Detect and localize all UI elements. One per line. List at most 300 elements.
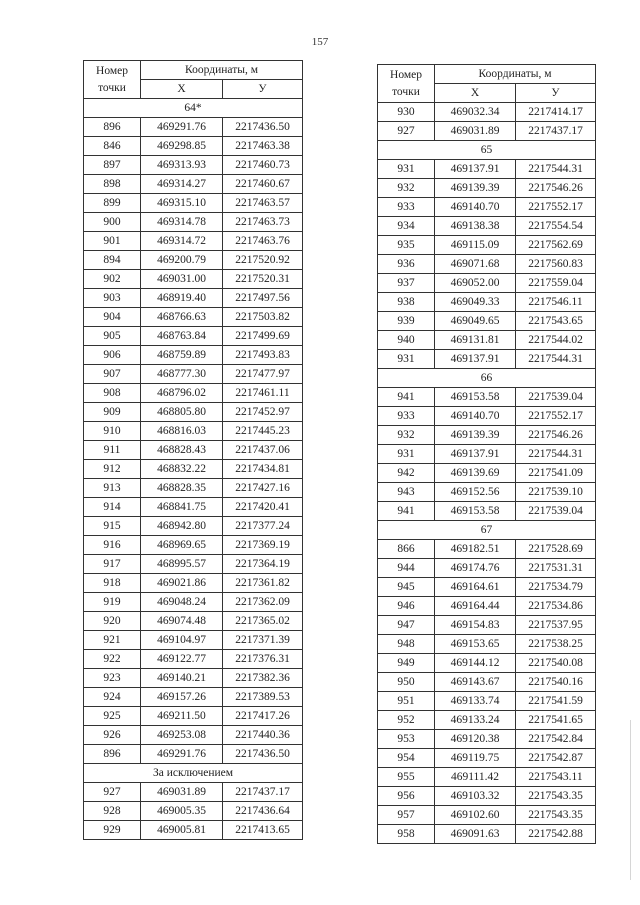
point-number-cell: 904 <box>84 308 141 327</box>
y-coordinate-cell: 2217542.88 <box>516 825 596 844</box>
section-label: 66 <box>378 369 596 388</box>
point-number-cell: 941 <box>378 502 435 521</box>
y-coordinate-cell: 2217497.56 <box>223 289 303 308</box>
point-number-cell: 901 <box>84 232 141 251</box>
point-number-cell: 899 <box>84 194 141 213</box>
table-row <box>378 217 596 236</box>
x-coordinate-cell: 469140.70 <box>435 407 516 426</box>
y-coordinate-cell: 2217543.35 <box>516 806 596 825</box>
table-row <box>84 612 303 631</box>
section-row <box>84 99 303 118</box>
y-coordinate-cell: 2217544.31 <box>516 160 596 179</box>
y-coordinate-cell: 2217534.86 <box>516 597 596 616</box>
point-number-header-line1: Номер <box>390 68 422 81</box>
y-coordinate-cell: 2217554.54 <box>516 217 596 236</box>
table-header-row <box>378 65 596 84</box>
x-coordinate-cell: 468766.63 <box>141 308 223 327</box>
y-coordinate-cell: 2217543.35 <box>516 787 596 806</box>
y-coordinate-cell: 2217436.50 <box>223 118 303 137</box>
point-number-cell: 956 <box>378 787 435 806</box>
table-row <box>84 536 303 555</box>
point-number-cell: 933 <box>378 198 435 217</box>
x-coordinate-cell: 469137.91 <box>435 350 516 369</box>
point-number-cell: 921 <box>84 631 141 650</box>
table-row <box>84 384 303 403</box>
x-coordinate-cell: 469182.51 <box>435 540 516 559</box>
point-number-cell: 911 <box>84 441 141 460</box>
x-coordinate-cell: 468777.30 <box>141 365 223 384</box>
point-number-cell: 866 <box>378 540 435 559</box>
table-row <box>378 388 596 407</box>
table-row <box>84 213 303 232</box>
table-row <box>378 673 596 692</box>
y-coordinate-cell: 2217531.31 <box>516 559 596 578</box>
x-coordinate-cell: 468805.80 <box>141 403 223 422</box>
table-row <box>84 669 303 688</box>
table-row <box>378 445 596 464</box>
x-coordinate-cell: 469314.78 <box>141 213 223 232</box>
point-number-cell: 935 <box>378 236 435 255</box>
coordinates-table-right <box>377 64 596 844</box>
x-coordinate-cell: 469032.34 <box>435 103 516 122</box>
x-coordinate-cell: 469314.72 <box>141 232 223 251</box>
table-row <box>378 825 596 844</box>
y-coordinate-cell: 2217427.16 <box>223 479 303 498</box>
section-row <box>378 521 596 540</box>
point-number-header-line2: точки <box>98 81 126 94</box>
table-row <box>378 540 596 559</box>
point-number-cell: 907 <box>84 365 141 384</box>
point-number-cell: 900 <box>84 213 141 232</box>
y-coordinate-cell: 2217463.38 <box>223 137 303 156</box>
x-coordinate-cell: 468828.35 <box>141 479 223 498</box>
x-coordinate-cell: 469049.65 <box>435 312 516 331</box>
table-row <box>378 787 596 806</box>
table-row <box>84 441 303 460</box>
x-coordinate-cell: 469115.09 <box>435 236 516 255</box>
x-coordinate-cell: 469071.68 <box>435 255 516 274</box>
point-number-cell: 929 <box>84 821 141 840</box>
table-row <box>84 156 303 175</box>
table-row <box>378 483 596 502</box>
table-row <box>84 175 303 194</box>
table-row <box>84 232 303 251</box>
point-number-cell: 928 <box>84 802 141 821</box>
x-coordinate-cell: 469091.63 <box>435 825 516 844</box>
table-row <box>84 365 303 384</box>
point-number-cell: 925 <box>84 707 141 726</box>
point-number-cell: 917 <box>84 555 141 574</box>
point-number-cell: 894 <box>84 251 141 270</box>
point-number-cell: 896 <box>84 745 141 764</box>
point-number-cell: 919 <box>84 593 141 612</box>
y-coordinate-cell: 2217534.79 <box>516 578 596 597</box>
point-number-header-line1: Номер <box>96 64 128 77</box>
point-number-cell: 943 <box>378 483 435 502</box>
table-header-row <box>84 61 303 80</box>
point-number-cell: 897 <box>84 156 141 175</box>
x-coordinate-cell: 469164.61 <box>435 578 516 597</box>
point-number-cell: 898 <box>84 175 141 194</box>
x-coordinate-cell: 469313.93 <box>141 156 223 175</box>
point-number-cell: 945 <box>378 578 435 597</box>
y-coordinate-cell: 2217377.24 <box>223 517 303 536</box>
point-number-cell: 933 <box>378 407 435 426</box>
x-coordinate-cell: 469174.76 <box>435 559 516 578</box>
table-row <box>378 711 596 730</box>
y-coordinate-cell: 2217552.17 <box>516 198 596 217</box>
y-coordinate-cell: 2217389.53 <box>223 688 303 707</box>
y-coordinate-cell: 2217538.25 <box>516 635 596 654</box>
section-row <box>378 369 596 388</box>
x-coordinate-cell: 469137.91 <box>435 445 516 464</box>
point-number-cell: 948 <box>378 635 435 654</box>
table-row <box>84 308 303 327</box>
x-coordinate-cell: 469211.50 <box>141 707 223 726</box>
x-coordinate-cell: 469048.24 <box>141 593 223 612</box>
section-label: За исключением <box>84 764 303 783</box>
table-row <box>378 635 596 654</box>
point-number-cell: 931 <box>378 445 435 464</box>
y-coordinate-cell: 2217559.04 <box>516 274 596 293</box>
x-coordinate-cell: 469102.60 <box>435 806 516 825</box>
x-coordinate-cell: 469152.56 <box>435 483 516 502</box>
y-coordinate-cell: 2217463.73 <box>223 213 303 232</box>
point-number-cell: 954 <box>378 749 435 768</box>
point-number-cell: 906 <box>84 346 141 365</box>
y-coordinate-cell: 2217452.97 <box>223 403 303 422</box>
x-coordinate-cell: 469253.08 <box>141 726 223 745</box>
point-number-header <box>84 61 141 99</box>
x-coordinate-cell: 469200.79 <box>141 251 223 270</box>
point-number-cell: 927 <box>84 783 141 802</box>
x-coordinate-cell: 469074.48 <box>141 612 223 631</box>
table-row <box>378 749 596 768</box>
table-row <box>84 460 303 479</box>
table-row <box>378 578 596 597</box>
point-number-cell: 923 <box>84 669 141 688</box>
table-row <box>378 806 596 825</box>
point-number-cell: 896 <box>84 118 141 137</box>
y-coordinate-cell: 2217376.31 <box>223 650 303 669</box>
y-coordinate-cell: 2217440.36 <box>223 726 303 745</box>
y-coordinate-cell: 2217460.67 <box>223 175 303 194</box>
y-coordinate-cell: 2217544.31 <box>516 445 596 464</box>
table-row <box>84 783 303 802</box>
x-coordinate-cell: 468995.57 <box>141 555 223 574</box>
section-row <box>84 764 303 783</box>
table-row <box>378 616 596 635</box>
y-coordinate-cell: 2217437.17 <box>223 783 303 802</box>
table-row <box>84 821 303 840</box>
point-number-cell: 927 <box>378 122 435 141</box>
x-coordinate-cell: 469031.00 <box>141 270 223 289</box>
point-number-cell: 932 <box>378 179 435 198</box>
table-row <box>84 403 303 422</box>
point-number-cell: 951 <box>378 692 435 711</box>
y-coordinate-cell: 2217540.16 <box>516 673 596 692</box>
x-coordinate-cell: 469049.33 <box>435 293 516 312</box>
x-coordinate-cell: 469052.00 <box>435 274 516 293</box>
table-row <box>84 726 303 745</box>
point-number-cell: 908 <box>84 384 141 403</box>
point-number-cell: 920 <box>84 612 141 631</box>
x-coordinate-cell: 469133.24 <box>435 711 516 730</box>
x-coordinate-cell: 468796.02 <box>141 384 223 403</box>
x-coordinate-cell: 469119.75 <box>435 749 516 768</box>
table-row <box>84 346 303 365</box>
table-row <box>378 597 596 616</box>
y-coordinate-cell: 2217477.97 <box>223 365 303 384</box>
y-coordinate-cell: 2217528.69 <box>516 540 596 559</box>
y-coordinate-cell: 2217562.69 <box>516 236 596 255</box>
point-number-cell: 944 <box>378 559 435 578</box>
x-coordinate-cell: 469031.89 <box>435 122 516 141</box>
y-coordinate-cell: 2217541.65 <box>516 711 596 730</box>
table-row <box>378 464 596 483</box>
y-coordinate-cell: 2217437.17 <box>516 122 596 141</box>
table-row <box>84 707 303 726</box>
y-coordinate-cell: 2217371.39 <box>223 631 303 650</box>
y-coordinate-cell: 2217503.82 <box>223 308 303 327</box>
coordinates-header: Координаты, м <box>435 65 596 84</box>
x-coordinate-cell: 469104.97 <box>141 631 223 650</box>
y-coordinate-cell: 2217539.04 <box>516 502 596 521</box>
x-coordinate-cell: 468816.03 <box>141 422 223 441</box>
point-number-cell: 939 <box>378 312 435 331</box>
table-row <box>378 198 596 217</box>
y-coordinate-cell: 2217542.87 <box>516 749 596 768</box>
x-coordinate-cell: 469140.21 <box>141 669 223 688</box>
table-row <box>378 768 596 787</box>
point-number-cell: 955 <box>378 768 435 787</box>
x-coordinate-cell: 469153.58 <box>435 388 516 407</box>
y-coordinate-cell: 2217365.02 <box>223 612 303 631</box>
point-number-cell: 902 <box>84 270 141 289</box>
x-coordinate-cell: 468942.80 <box>141 517 223 536</box>
point-number-cell: 846 <box>84 137 141 156</box>
table-row <box>378 502 596 521</box>
x-coordinate-cell: 469140.70 <box>435 198 516 217</box>
point-number-cell: 909 <box>84 403 141 422</box>
point-number-cell: 938 <box>378 293 435 312</box>
y-coordinate-cell: 2217544.31 <box>516 350 596 369</box>
y-coordinate-cell: 2217543.11 <box>516 768 596 787</box>
table-row <box>378 160 596 179</box>
point-number-cell: 926 <box>84 726 141 745</box>
x-coordinate-cell: 469005.81 <box>141 821 223 840</box>
point-number-cell: 914 <box>84 498 141 517</box>
point-number-cell: 950 <box>378 673 435 692</box>
table-row <box>84 498 303 517</box>
y-coordinate-cell: 2217417.26 <box>223 707 303 726</box>
table-row <box>84 251 303 270</box>
y-coordinate-cell: 2217460.73 <box>223 156 303 175</box>
table-row <box>378 426 596 445</box>
y-coordinate-cell: 2217546.11 <box>516 293 596 312</box>
y-coordinate-cell: 2217542.84 <box>516 730 596 749</box>
table-row <box>378 236 596 255</box>
x-coordinate-cell: 469315.10 <box>141 194 223 213</box>
y-header: У <box>223 80 303 99</box>
point-number-cell: 941 <box>378 388 435 407</box>
point-number-cell: 953 <box>378 730 435 749</box>
point-number-cell: 934 <box>378 217 435 236</box>
table-row <box>84 270 303 289</box>
x-coordinate-cell: 469139.69 <box>435 464 516 483</box>
y-coordinate-cell: 2217434.81 <box>223 460 303 479</box>
point-number-header-line2: точки <box>392 85 420 98</box>
y-coordinate-cell: 2217520.92 <box>223 251 303 270</box>
point-number-cell: 946 <box>378 597 435 616</box>
table-row <box>378 407 596 426</box>
table-row <box>84 802 303 821</box>
y-coordinate-cell: 2217520.31 <box>223 270 303 289</box>
y-coordinate-cell: 2217436.50 <box>223 745 303 764</box>
point-number-cell: 952 <box>378 711 435 730</box>
x-coordinate-cell: 468828.43 <box>141 441 223 460</box>
y-coordinate-cell: 2217364.19 <box>223 555 303 574</box>
x-coordinate-cell: 469021.86 <box>141 574 223 593</box>
point-number-cell: 913 <box>84 479 141 498</box>
table-row <box>84 650 303 669</box>
table-row <box>378 559 596 578</box>
y-coordinate-cell: 2217541.09 <box>516 464 596 483</box>
point-number-cell: 924 <box>84 688 141 707</box>
y-coordinate-cell: 2217539.04 <box>516 388 596 407</box>
y-coordinate-cell: 2217537.95 <box>516 616 596 635</box>
table-row <box>84 194 303 213</box>
y-coordinate-cell: 2217445.23 <box>223 422 303 441</box>
table-row <box>84 745 303 764</box>
y-coordinate-cell: 2217546.26 <box>516 426 596 445</box>
table-row <box>84 137 303 156</box>
y-coordinate-cell: 2217461.11 <box>223 384 303 403</box>
y-coordinate-cell: 2217414.17 <box>516 103 596 122</box>
x-coordinate-cell: 469138.38 <box>435 217 516 236</box>
table-row <box>378 312 596 331</box>
x-coordinate-cell: 469143.67 <box>435 673 516 692</box>
y-coordinate-cell: 2217437.06 <box>223 441 303 460</box>
table-row <box>84 688 303 707</box>
section-label: 65 <box>378 141 596 160</box>
x-coordinate-cell: 469139.39 <box>435 179 516 198</box>
point-number-cell: 937 <box>378 274 435 293</box>
y-coordinate-cell: 2217552.17 <box>516 407 596 426</box>
y-coordinate-cell: 2217382.36 <box>223 669 303 688</box>
x-coordinate-cell: 469139.39 <box>435 426 516 445</box>
x-coordinate-cell: 469103.32 <box>435 787 516 806</box>
y-coordinate-cell: 2217541.59 <box>516 692 596 711</box>
x-coordinate-cell: 469122.77 <box>141 650 223 669</box>
y-coordinate-cell: 2217499.69 <box>223 327 303 346</box>
point-number-cell: 922 <box>84 650 141 669</box>
y-coordinate-cell: 2217362.09 <box>223 593 303 612</box>
y-coordinate-cell: 2217463.57 <box>223 194 303 213</box>
table-row <box>378 331 596 350</box>
y-coordinate-cell: 2217539.10 <box>516 483 596 502</box>
table-row <box>378 293 596 312</box>
point-number-cell: 903 <box>84 289 141 308</box>
point-number-cell: 957 <box>378 806 435 825</box>
y-coordinate-cell: 2217544.02 <box>516 331 596 350</box>
point-number-cell: 915 <box>84 517 141 536</box>
point-number-cell: 905 <box>84 327 141 346</box>
y-coordinate-cell: 2217540.08 <box>516 654 596 673</box>
point-number-cell: 942 <box>378 464 435 483</box>
point-number-cell: 910 <box>84 422 141 441</box>
x-coordinate-cell: 469314.27 <box>141 175 223 194</box>
table-row <box>84 327 303 346</box>
table-row <box>378 103 596 122</box>
x-coordinate-cell: 469031.89 <box>141 783 223 802</box>
section-row <box>378 141 596 160</box>
point-number-cell: 949 <box>378 654 435 673</box>
page-number: 157 <box>311 36 329 48</box>
y-coordinate-cell: 2217369.19 <box>223 536 303 555</box>
table-row <box>84 593 303 612</box>
x-coordinate-cell: 468832.22 <box>141 460 223 479</box>
table-right-body <box>378 65 596 844</box>
y-coordinate-cell: 2217463.76 <box>223 232 303 251</box>
table-left-body <box>84 61 303 840</box>
x-coordinate-cell: 469120.38 <box>435 730 516 749</box>
y-coordinate-cell: 2217560.83 <box>516 255 596 274</box>
y-coordinate-cell: 2217543.65 <box>516 312 596 331</box>
point-number-cell: 947 <box>378 616 435 635</box>
point-number-cell: 931 <box>378 350 435 369</box>
section-label: 67 <box>378 521 596 540</box>
x-coordinate-cell: 469154.83 <box>435 616 516 635</box>
table-row <box>378 692 596 711</box>
table-row <box>378 179 596 198</box>
x-coordinate-cell: 469291.76 <box>141 745 223 764</box>
x-coordinate-cell: 468841.75 <box>141 498 223 517</box>
point-number-cell: 931 <box>378 160 435 179</box>
point-number-header <box>378 65 435 103</box>
point-number-cell: 930 <box>378 103 435 122</box>
y-coordinate-cell: 2217361.82 <box>223 574 303 593</box>
table-row <box>378 274 596 293</box>
y-coordinate-cell: 2217436.64 <box>223 802 303 821</box>
y-coordinate-cell: 2217493.83 <box>223 346 303 365</box>
point-number-cell: 936 <box>378 255 435 274</box>
y-coordinate-cell: 2217413.65 <box>223 821 303 840</box>
point-number-cell: 932 <box>378 426 435 445</box>
x-coordinate-cell: 469131.81 <box>435 331 516 350</box>
table-row <box>84 289 303 308</box>
x-coordinate-cell: 468919.40 <box>141 289 223 308</box>
x-coordinate-cell: 469153.65 <box>435 635 516 654</box>
y-coordinate-cell: 2217420.41 <box>223 498 303 517</box>
coordinates-header: Координаты, м <box>141 61 303 80</box>
x-header: X <box>141 80 223 99</box>
table-row <box>84 631 303 650</box>
x-header: X <box>435 84 516 103</box>
table-row <box>84 422 303 441</box>
x-coordinate-cell: 469111.42 <box>435 768 516 787</box>
table-row <box>84 574 303 593</box>
x-coordinate-cell: 469298.85 <box>141 137 223 156</box>
scan-edge-mark <box>630 720 631 880</box>
point-number-cell: 918 <box>84 574 141 593</box>
table-row <box>378 730 596 749</box>
table-row <box>84 555 303 574</box>
x-coordinate-cell: 469144.12 <box>435 654 516 673</box>
x-coordinate-cell: 469137.91 <box>435 160 516 179</box>
table-row <box>84 479 303 498</box>
point-number-cell: 916 <box>84 536 141 555</box>
